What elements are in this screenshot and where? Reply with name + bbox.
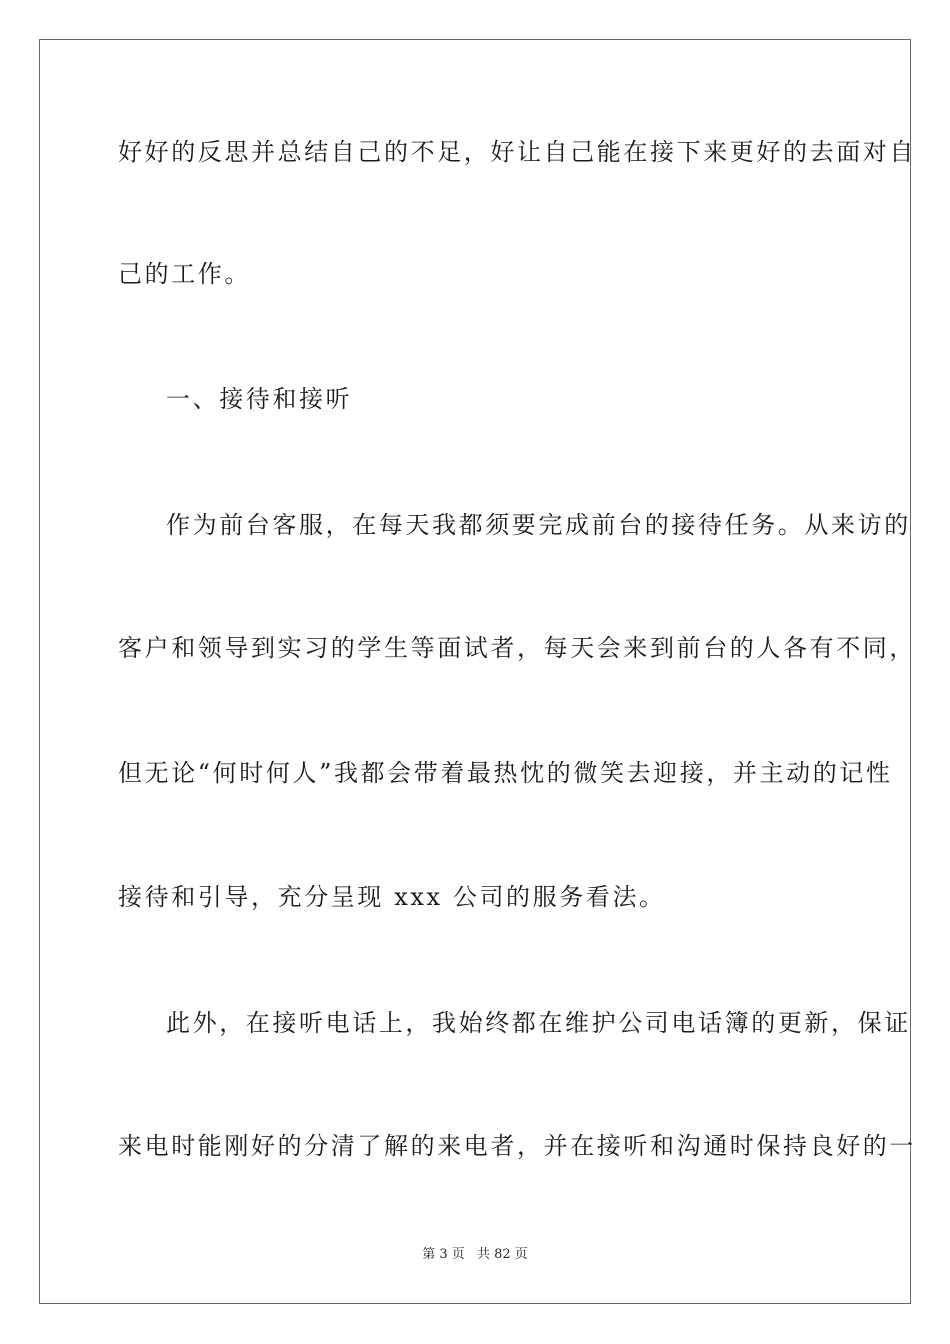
body-text-line: 接待和引导，充分呈现 xxx 公司的服务看法。: [118, 883, 666, 911]
page-footer: [0, 1246, 950, 1264]
total-pages: 共 82 页: [476, 1247, 528, 1262]
body-text-line: 但无论“何时何人”我都会带着最热忱的微笑去迎接，并主动的记性: [118, 759, 893, 787]
body-text-line: 客户和领导到实习的学生等面试者，每天会来到前台的人各有不同，: [118, 634, 916, 662]
body-text-line: 此外，在接听电话上，我始终都在维护公司电话簿的更新，保证: [166, 1009, 911, 1037]
page-border: [39, 39, 916, 1304]
body-text-line: 作为前台客服，在每天我都须要完成前台的接待任务。从来访的: [166, 511, 911, 539]
page-number: 第 3 页: [422, 1247, 465, 1262]
body-text-line: 来电时能刚好的分清了解的来电者，并在接听和沟通时保持良好的一: [118, 1132, 916, 1160]
section-heading: 一、接待和接听: [166, 385, 353, 413]
body-text-line: 己的工作。: [118, 260, 251, 288]
body-text-line: 好好的反思并总结自己的不足，好让自己能在接下来更好的去面对自: [118, 138, 916, 166]
